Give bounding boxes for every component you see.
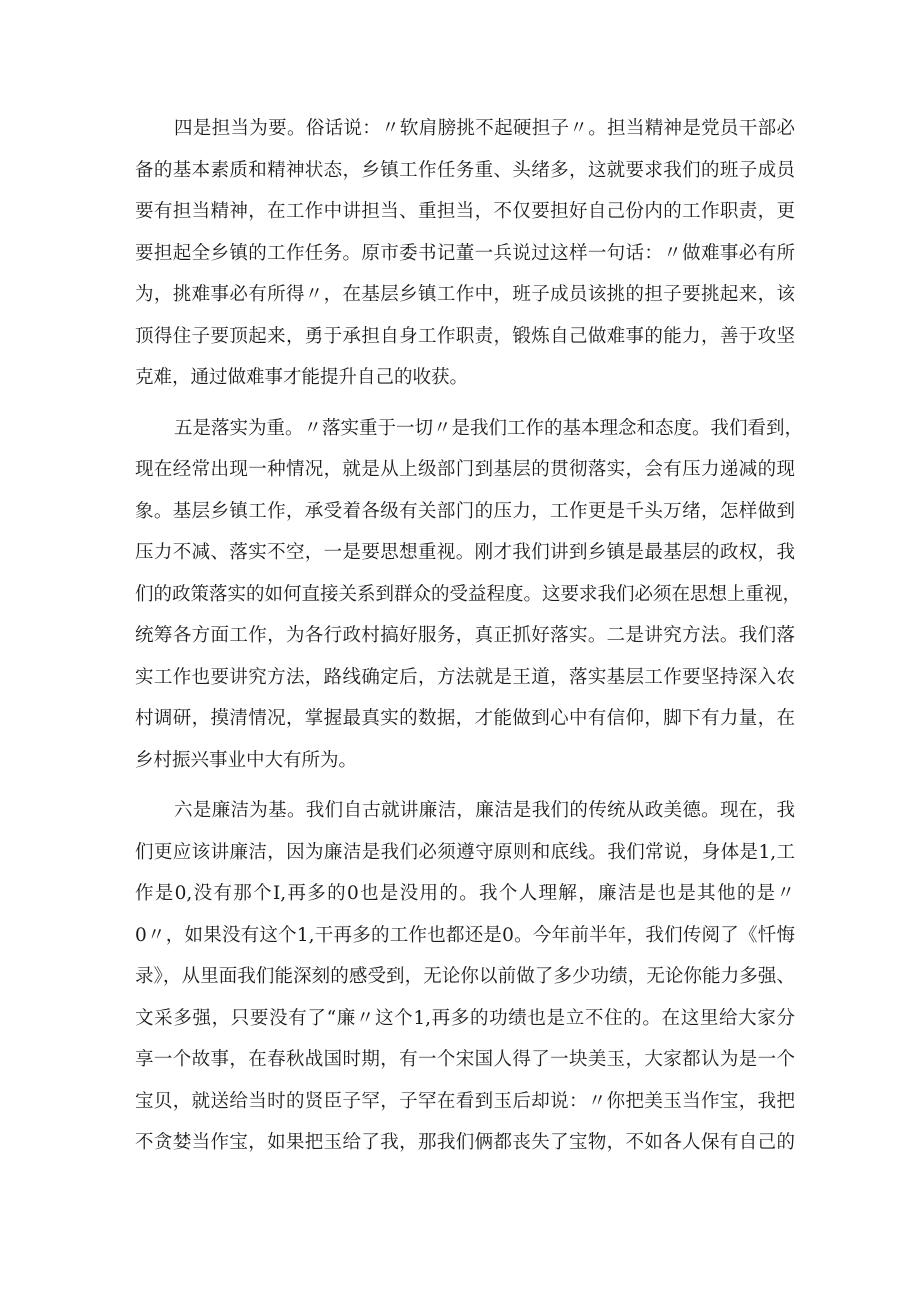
text-line: 宝贝，就送给当时的贤臣子罕，子罕在看到玉后却说：〃你把美玉当作宝，我把 [135,1090,795,1112]
paragraph-responsibility [135,108,795,399]
text-line: 压力不减、落实不空，一是要思想重视。刚才我们讲到乡镇是最基层的政权，我 [135,542,795,563]
text-line: 象。基层乡镇工作，承受着各级有关部门的压力，工作更是千头万绪，怎样做到 [135,500,795,522]
text-line: 们更应该讲廉洁，因为廉洁是我们必须遵守原则和底线。我们常说，身体是1,工 [135,841,795,863]
text-line: 实工作也要讲究方法，路线确定后，方法就是王道，落实基层工作要坚持深入农 [135,666,795,688]
text-line: 不贪婪当作宝，如果把玉给了我，那我们俩都丧失了宝物，不如各人保有自己的 [135,1132,795,1153]
text-line: 备的基本素质和精神状态，乡镇工作任务重、头绪多，这就要求我们的班子成员 [135,159,795,181]
text-line: 享一个故事，在春秋战国时期，有一个宋国人得了一块美玉，大家都认为是一个 [135,1049,795,1070]
text-line: 克难，通过做难事才能提升自己的收获。 [135,367,469,388]
text-line: 村调研，摸清情况，掌握最真实的数据，才能做到心中有信仰，脚下有力量，在 [135,708,795,729]
paragraph-spacer [135,781,795,790]
text-line: 录》，从里面我们能深刻的感受到，无论你以前做了多少功绩，无论你能力多强、 [135,966,795,987]
paragraph-spacer [135,399,795,408]
text-line: 文采多强，只要没有了“廉〃这个1,再多的功绩也是立不住的。在这里给大家分 [135,1007,795,1029]
text-line: 要担起全乡镇的工作任务。原市委书记董一兵说过这样一句话：〃做难事必有所 [135,242,795,264]
text-line: 四是担当为要。俗话说：〃软肩膀挑不起硬担子〃。担当精神是党员干部必 [174,118,795,139]
text-line: 六是廉洁为基。我们自古就讲廉洁，廉洁是我们的传统从政美德。现在，我 [174,800,795,821]
paragraph-implementation [135,408,804,782]
document-body [135,108,804,1164]
text-line: 为，挑难事必有所得〃，在基层乡镇工作中，班子成员该挑的担子要挑起来，该 [135,284,795,305]
text-line: 要有担当精神，在工作中讲担当、重担当，不仅要担好自己份内的工作职责，更 [135,201,795,222]
text-line: 统筹各方面工作，为各行政村搞好服务，真正抓好落实。二是讲究方法。我们落 [135,625,795,646]
text-line: 0〃，如果没有这个1,干再多的工作也都还是0。今年前半年，我们传阅了《忏悔 [135,924,795,946]
paragraph-integrity [135,790,795,1164]
text-line: 五是落实为重。〃落实重于一切〃是我们工作的基本理念和态度。我们看到， [174,417,804,439]
text-line: 顶得住子要顶起来，勇于承担自身工作职责，锻炼自己做难事的能力，善于攻坚 [135,325,795,347]
text-line: 现在经常出现一种情况，就是从上级部门到基层的贯彻落实，会有压力递减的现 [135,459,795,480]
text-line: 作是0,没有那个I,再多的0也是没用的。我个人理解，廉洁是也是其他的是〃 [135,883,795,904]
text-line: 乡村振兴事业中大有所为。 [135,749,358,771]
text-line: 们的政策落实的如何直接关系到群众的受益程度。这要求我们必须在思想上重视， [135,583,802,605]
